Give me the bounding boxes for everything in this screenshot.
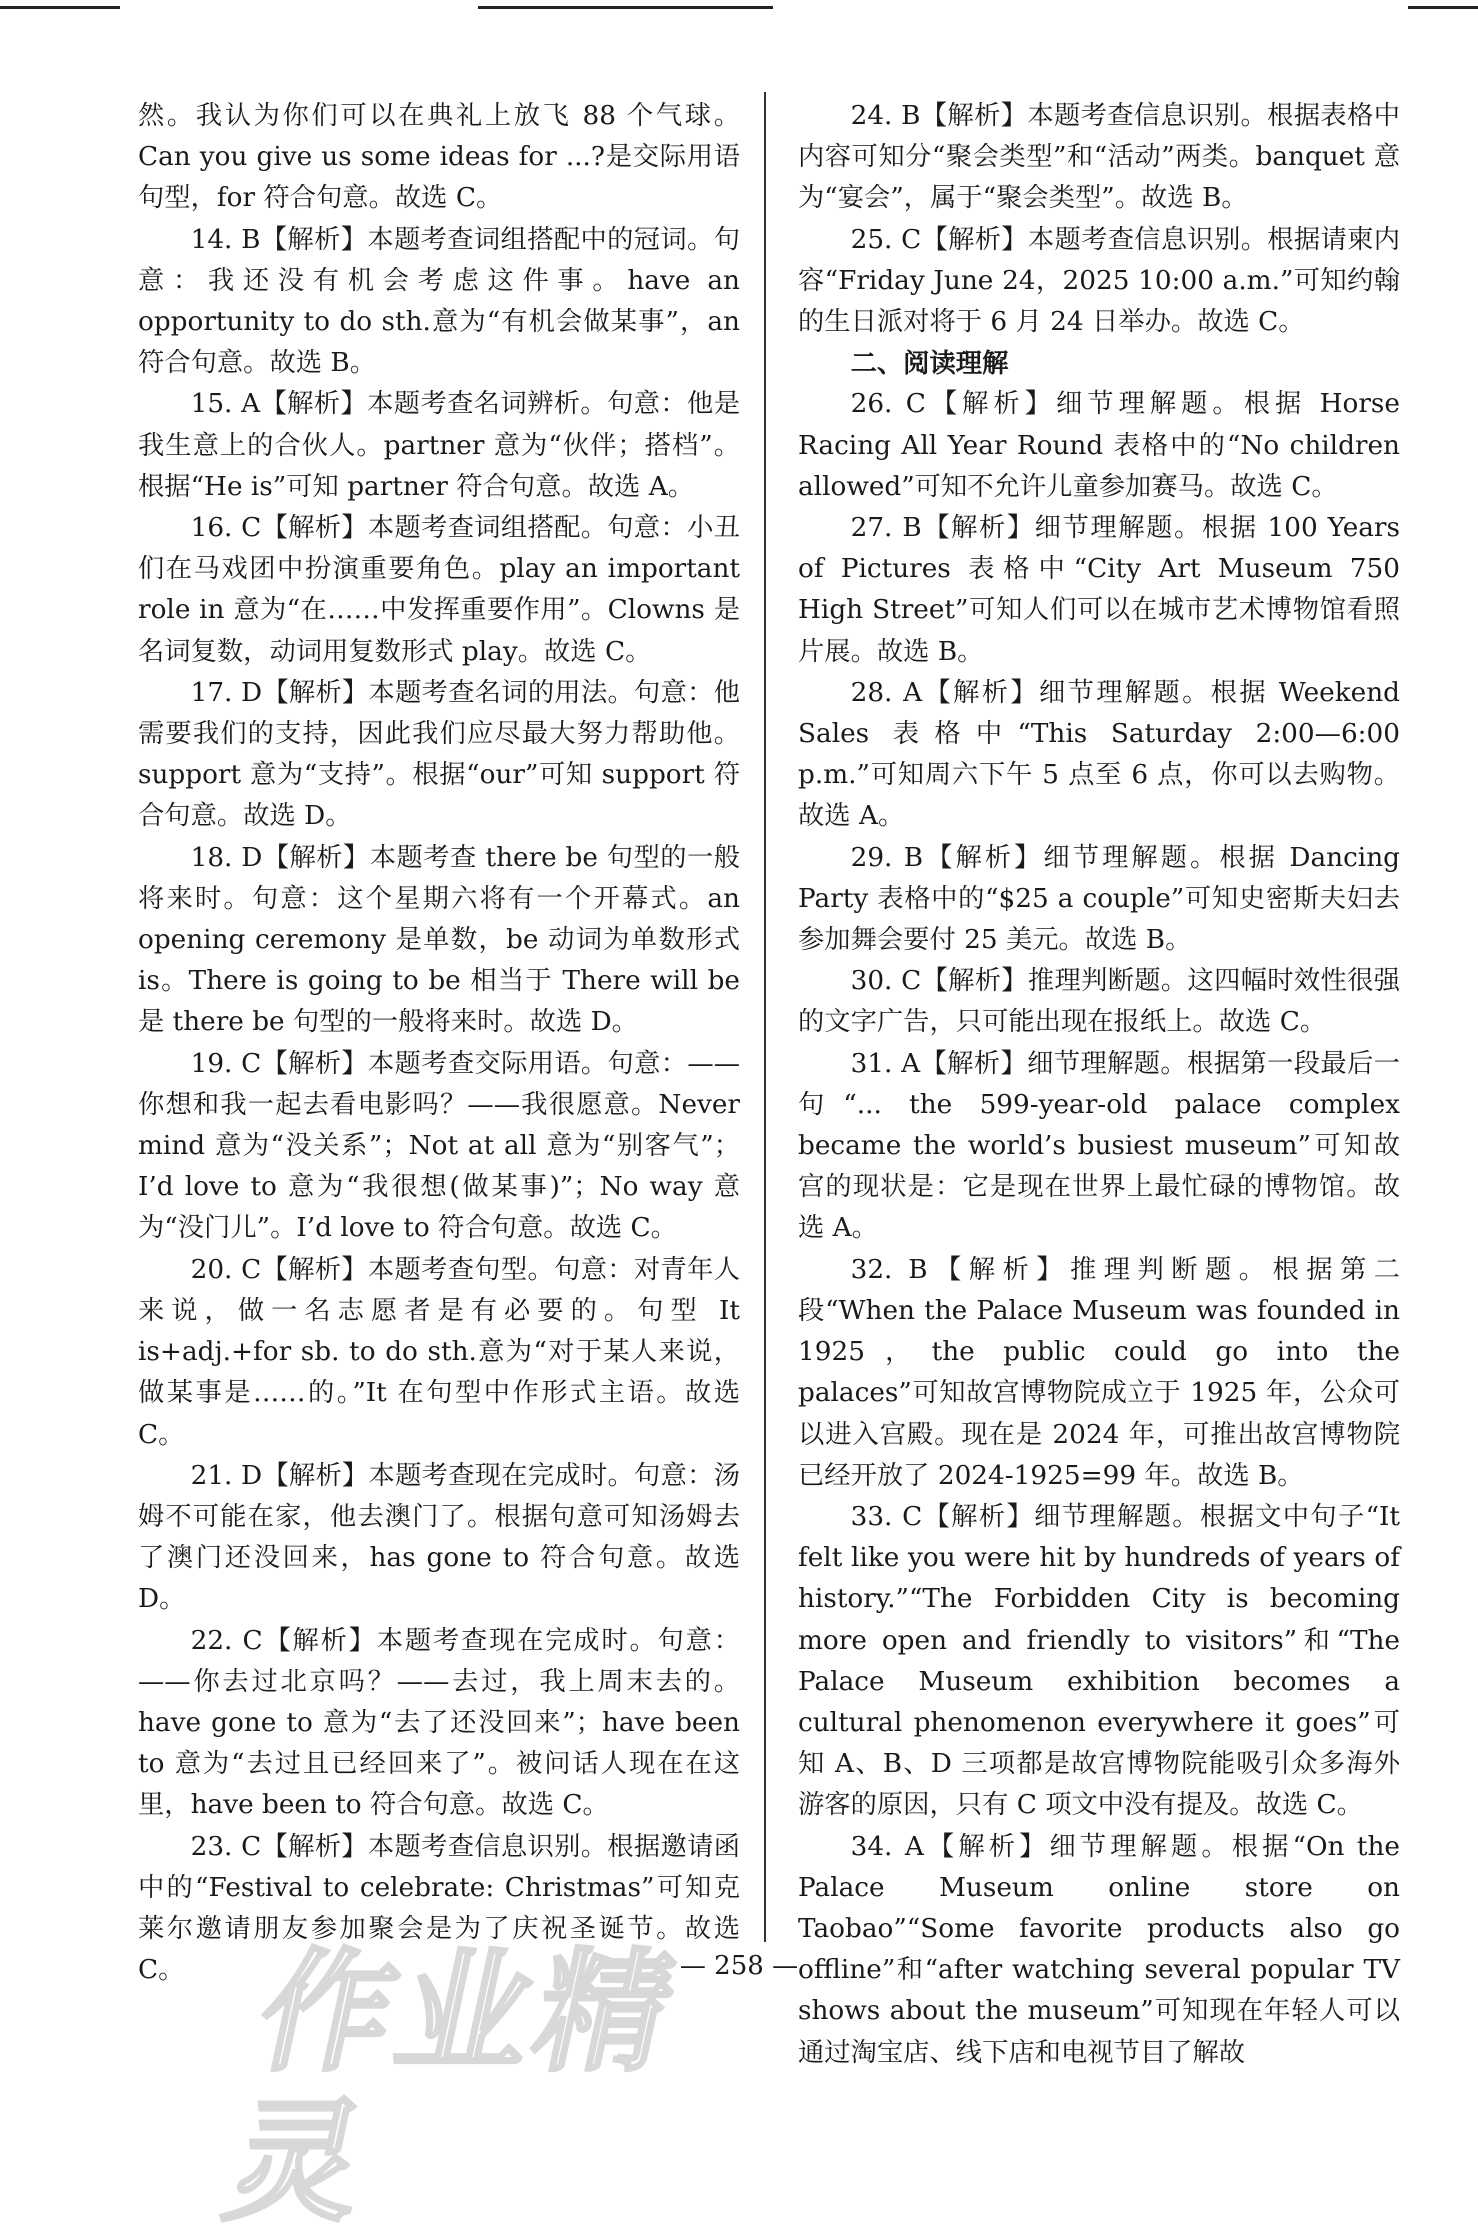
page-number: — 258 — [679, 1951, 799, 1981]
answer-explanation: 29. B【解析】细节理解题。根据 Dancing Party 表格中的“$25 a couple”可知史密斯夫妇去参加舞会要付 25 美元。故选 B。 [798, 842, 1400, 956]
watermark: 作业精灵 [213, 1936, 693, 2240]
answer-explanation: 33. C【解析】细节理解题。根据文中句子“It felt like you were hit by hundreds of years of history.”“The Forbidden City is becoming more open and friendly to visitors”和“The Palace Museum exhibition becomes a cultural phenomenon everywhere it goes”可知 A、B、D 三项都是故宫博物院能吸引众多海外游客的原因，只有 C 项文中没有提及。故选 C。 [798, 1501, 1400, 1821]
answer-explanation: 24. B【解析】本题考查信息识别。根据表格中内容可知分“聚会类型”和“活动”两类。banquet 意为“宴会”，属于“聚会类型”。故选 B。 [798, 101, 1400, 214]
answer-explanation: 26. C【解析】细节理解题。根据 Horse Racing All Year Round 表格中的“No children allowed”可知不允许儿童参加赛马。故选 C。 [798, 389, 1400, 502]
answer-explanation: 16. C【解析】本题考查词组搭配。句意：小丑们在马戏团中扮演重要角色。play an important role in 意为“在……中发挥重要作用”。Clowns 是名词复数，动词用复数形式 play。故选 C。 [138, 513, 740, 667]
answer-explanation: 22. C【解析】本题考查现在完成时。句意：——你去过北京吗？——去过，我上周末去的。have gone to 意为“去了还没回来”；have been to 意为“去过且已经回来了”。被问话人现在在这里，have been to 符合句意。故选 C。 [138, 1625, 740, 1821]
answer-explanation: 17. D【解析】本题考查名词的用法。句意：他需要我们的支持，因此我们应尽最大努力帮助他。support 意为“支持”。根据“our”可知 support 符合句意。故选 D。 [138, 677, 740, 832]
answer-explanation: 20. C【解析】本题考查句型。句意：对青年人来说，做一名志愿者是有必要的。句型 It is+adj.+for sb. to do sth.意为“对于某人来说，做某事是……的。”It 在句型中作形式主语。故选 C。 [138, 1254, 740, 1450]
answer-explanation: 15. A【解析】本题考查名词辨析。句意：他是我生意上的合伙人。partner 意为“伙伴；搭档”。根据“He is”可知 partner 符合句意。故选 A。 [138, 389, 740, 502]
top-rule-center [478, 6, 773, 9]
answer-explanation: 34. A【解析】细节理解题。根据“On the Palace Museum online store on Taobao”“Some favorite products also go offline”和“after watching several popular TV shows about the museum”可知现在年轻人可以通过淘宝店、线下店和电视节目了解故 [798, 1831, 1400, 2068]
answer-explanation: 23. C【解析】本题考查信息识别。根据邀请函中的“Festival to celebrate: Christmas”可知克莱尔邀请朋友参加聚会是为了庆祝圣诞节。故选 C。 [138, 1831, 740, 1986]
section-heading: 二、阅读理解 [850, 348, 1009, 380]
left-column [138, 96, 740, 1991]
answer-explanation: 14. B【解析】本题考查词组搭配中的冠词。句意：我还没有机会考虑这件事。have an opportunity to do sth.意为“有机会做某事”，an 符合句意。故选 B。 [138, 224, 740, 379]
answer-explanation: 30. C【解析】推理判断题。这四幅时效性很强的文字广告，只可能出现在报纸上。故选 C。 [798, 966, 1400, 1038]
answer-explanation: 18. D【解析】本题考查 there be 句型的一般将来时。句意：这个星期六将有一个开幕式。an opening ceremony 是单数，be 动词为单数形式 is。There is going to be 相当于 There will be 是 there be 句型的一般将来时。故选 D。 [138, 842, 740, 1038]
answer-explanation: 27. B【解析】细节理解题。根据 100 Years of Pictures 表格中“City Art Museum 750 High Street”可知人们可以在城市艺术博物馆看照片展。故选 B。 [798, 513, 1400, 667]
answer-explanation: 19. C【解析】本题考查交际用语。句意：——你想和我一起去看电影吗？——我很愿意。Never mind 意为“没关系”；Not at all 意为“别客气”；I’d love to 意为“我很想(做某事)”；No way 意为“没门儿”。I’d love to 符合句意。故选 C。 [138, 1048, 740, 1244]
paragraph-continued: 然。我认为你们可以在典礼上放飞 88 个气球。Can you give us some ideas for ...?是交际用语句型，for 符合句意。故选 C。 [138, 101, 740, 214]
top-rule-left [0, 6, 120, 9]
right-column [798, 96, 1400, 2074]
answer-explanation: 32. B【解析】推理判断题。根据第二段“When the Palace Museum was founded in 1925，the public could go into the palaces”可知故宫博物院成立于 1925 年，公众可以进入宫殿。现在是 2024 年，可推出故宫博物院已经开放了 2024-1925=99 年。故选 B。 [798, 1254, 1400, 1491]
answer-explanation: 28. A【解析】细节理解题。根据 Weekend Sales 表格中“This Saturday 2:00—6:00 p.m.”可知周六下午 5 点至 6 点，你可以去购物。故选 A。 [798, 677, 1400, 832]
answer-explanation: 21. D【解析】本题考查现在完成时。句意：汤姆不可能在家，他去澳门了。根据句意可知汤姆去了澳门还没回来，has gone to 符合句意。故选 D。 [138, 1460, 740, 1615]
answer-explanation: 25. C【解析】本题考查信息识别。根据请柬内容“Friday June 24，2025 10:00 a.m.”可知约翰的生日派对将于 6 月 24 日举办。故选 C。 [798, 224, 1400, 338]
answer-explanation: 31. A【解析】细节理解题。根据第一段最后一句“... the 599-year-old palace complex became the world’s busiest museum”可知故宫的现状是：它是现在世界上最忙碌的博物馆。故选 A。 [798, 1048, 1400, 1244]
column-divider [764, 92, 766, 1942]
top-rule-right [1408, 6, 1478, 9]
